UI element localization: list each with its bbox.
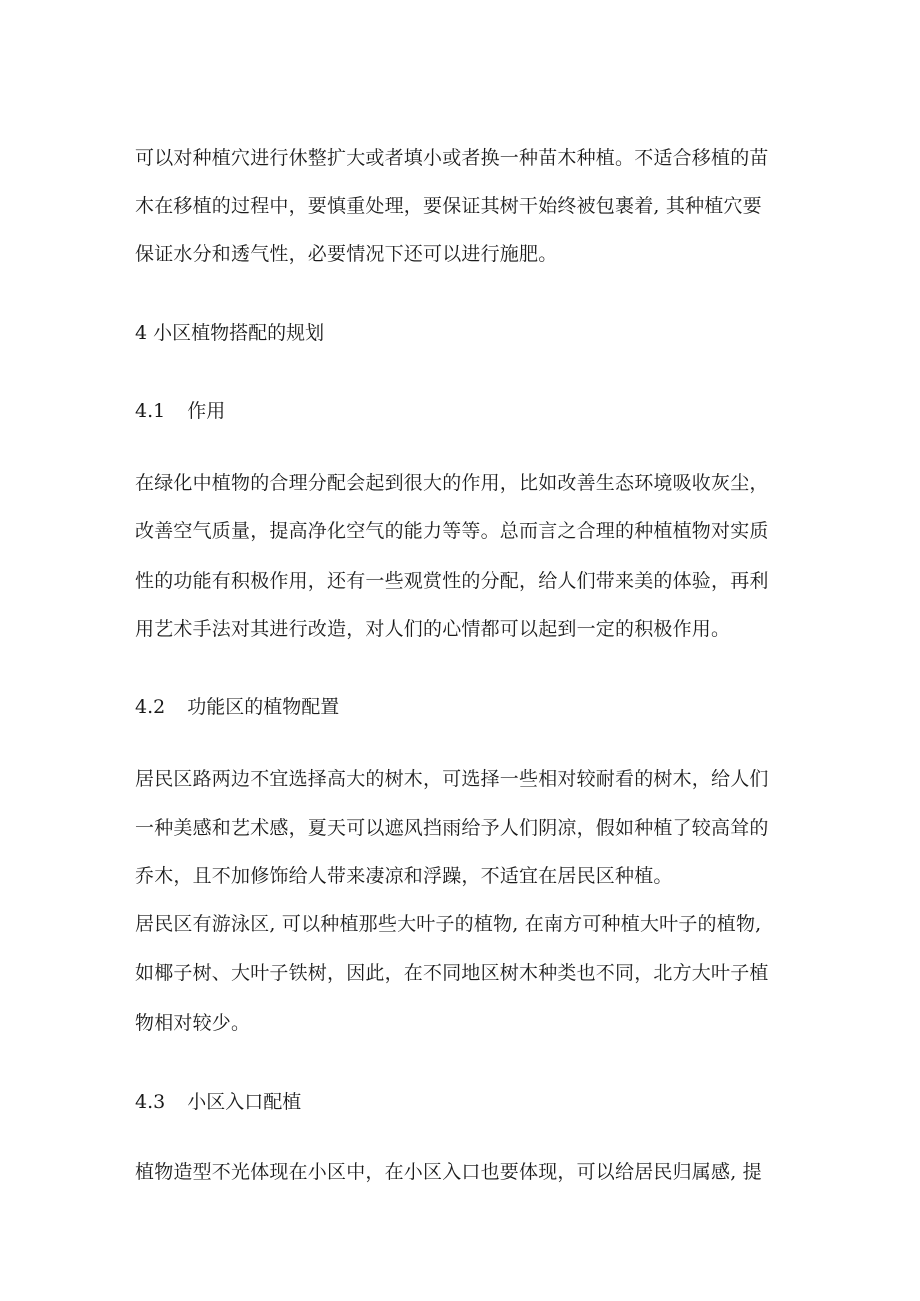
heading-section-4-title: 小区植物搭配的规划	[153, 322, 325, 344]
paragraph-3-line-3: 乔木，且不加修饰给人带来凄凉和浮躁，不适宜在居民区种植。	[135, 865, 673, 887]
heading-section-4-1-title: 作用	[187, 400, 226, 422]
heading-section-4	[135, 320, 324, 346]
heading-section-4-2	[135, 694, 339, 720]
paragraph-3-line-1: 居民区路两边不宜选择高大的树木，可选择一些相对较耐看的树木，给人们	[135, 768, 769, 790]
paragraph-2-line-3: 性的功能有积极作用，还有一些观赏性的分配，给人们带来美的体验，再利	[135, 570, 769, 592]
paragraph-1-line-1: 可以对种植穴进行休整扩大或者填小或者换一种苗木种植。不适合移植的苗	[135, 147, 769, 169]
paragraph-5-line-1: 植物造型不光体现在小区中，在小区入口也要体现，可以给居民归属感, 提	[135, 1161, 762, 1183]
paragraph-4-line-1: 居民区有游泳区, 可以种植那些大叶子的植物, 在南方可种植大叶子的植物,	[135, 913, 762, 935]
paragraph-2-line-2: 改善空气质量，提高净化空气的能力等等。总而言之合理的种植植物对实质	[135, 520, 769, 542]
heading-section-4-2-title: 功能区的植物配置	[187, 696, 340, 718]
heading-section-4-2-number: 4.2	[135, 696, 166, 718]
heading-section-4-1-number: 4.1	[135, 400, 166, 422]
heading-section-4-3-title: 小区入口配植	[187, 1091, 302, 1113]
paragraph-4-line-3: 物相对较少。	[135, 1012, 251, 1034]
heading-section-4-3	[135, 1089, 301, 1115]
paragraph-2-line-4: 用艺术手法对其进行改造，对人们的心情都可以起到一定的积极作用。	[135, 618, 731, 640]
paragraph-4-line-2: 如椰子树、大叶子铁树，因此，在不同地区树木种类也不同，北方大叶子植	[135, 962, 769, 984]
paragraph-1-line-2: 木在移植的过程中，要慎重处理，要保证其树干始终被包裹着, 其种植穴要	[135, 195, 762, 217]
paragraph-2-line-1: 在绿化中植物的合理分配会起到很大的作用，比如改善生态环境吸收灰尘，	[135, 472, 769, 494]
heading-section-4-1	[135, 398, 225, 424]
paragraph-3-line-2: 一种美感和艺术感，夏天可以遮风挡雨给予人们阴凉，假如种植了较高耸的	[135, 817, 769, 839]
paragraph-1-line-3: 保证水分和透气性，必要情况下还可以进行施肥。	[135, 243, 558, 265]
heading-section-4-3-number: 4.3	[135, 1091, 166, 1113]
heading-section-4-number: 4	[135, 322, 148, 344]
